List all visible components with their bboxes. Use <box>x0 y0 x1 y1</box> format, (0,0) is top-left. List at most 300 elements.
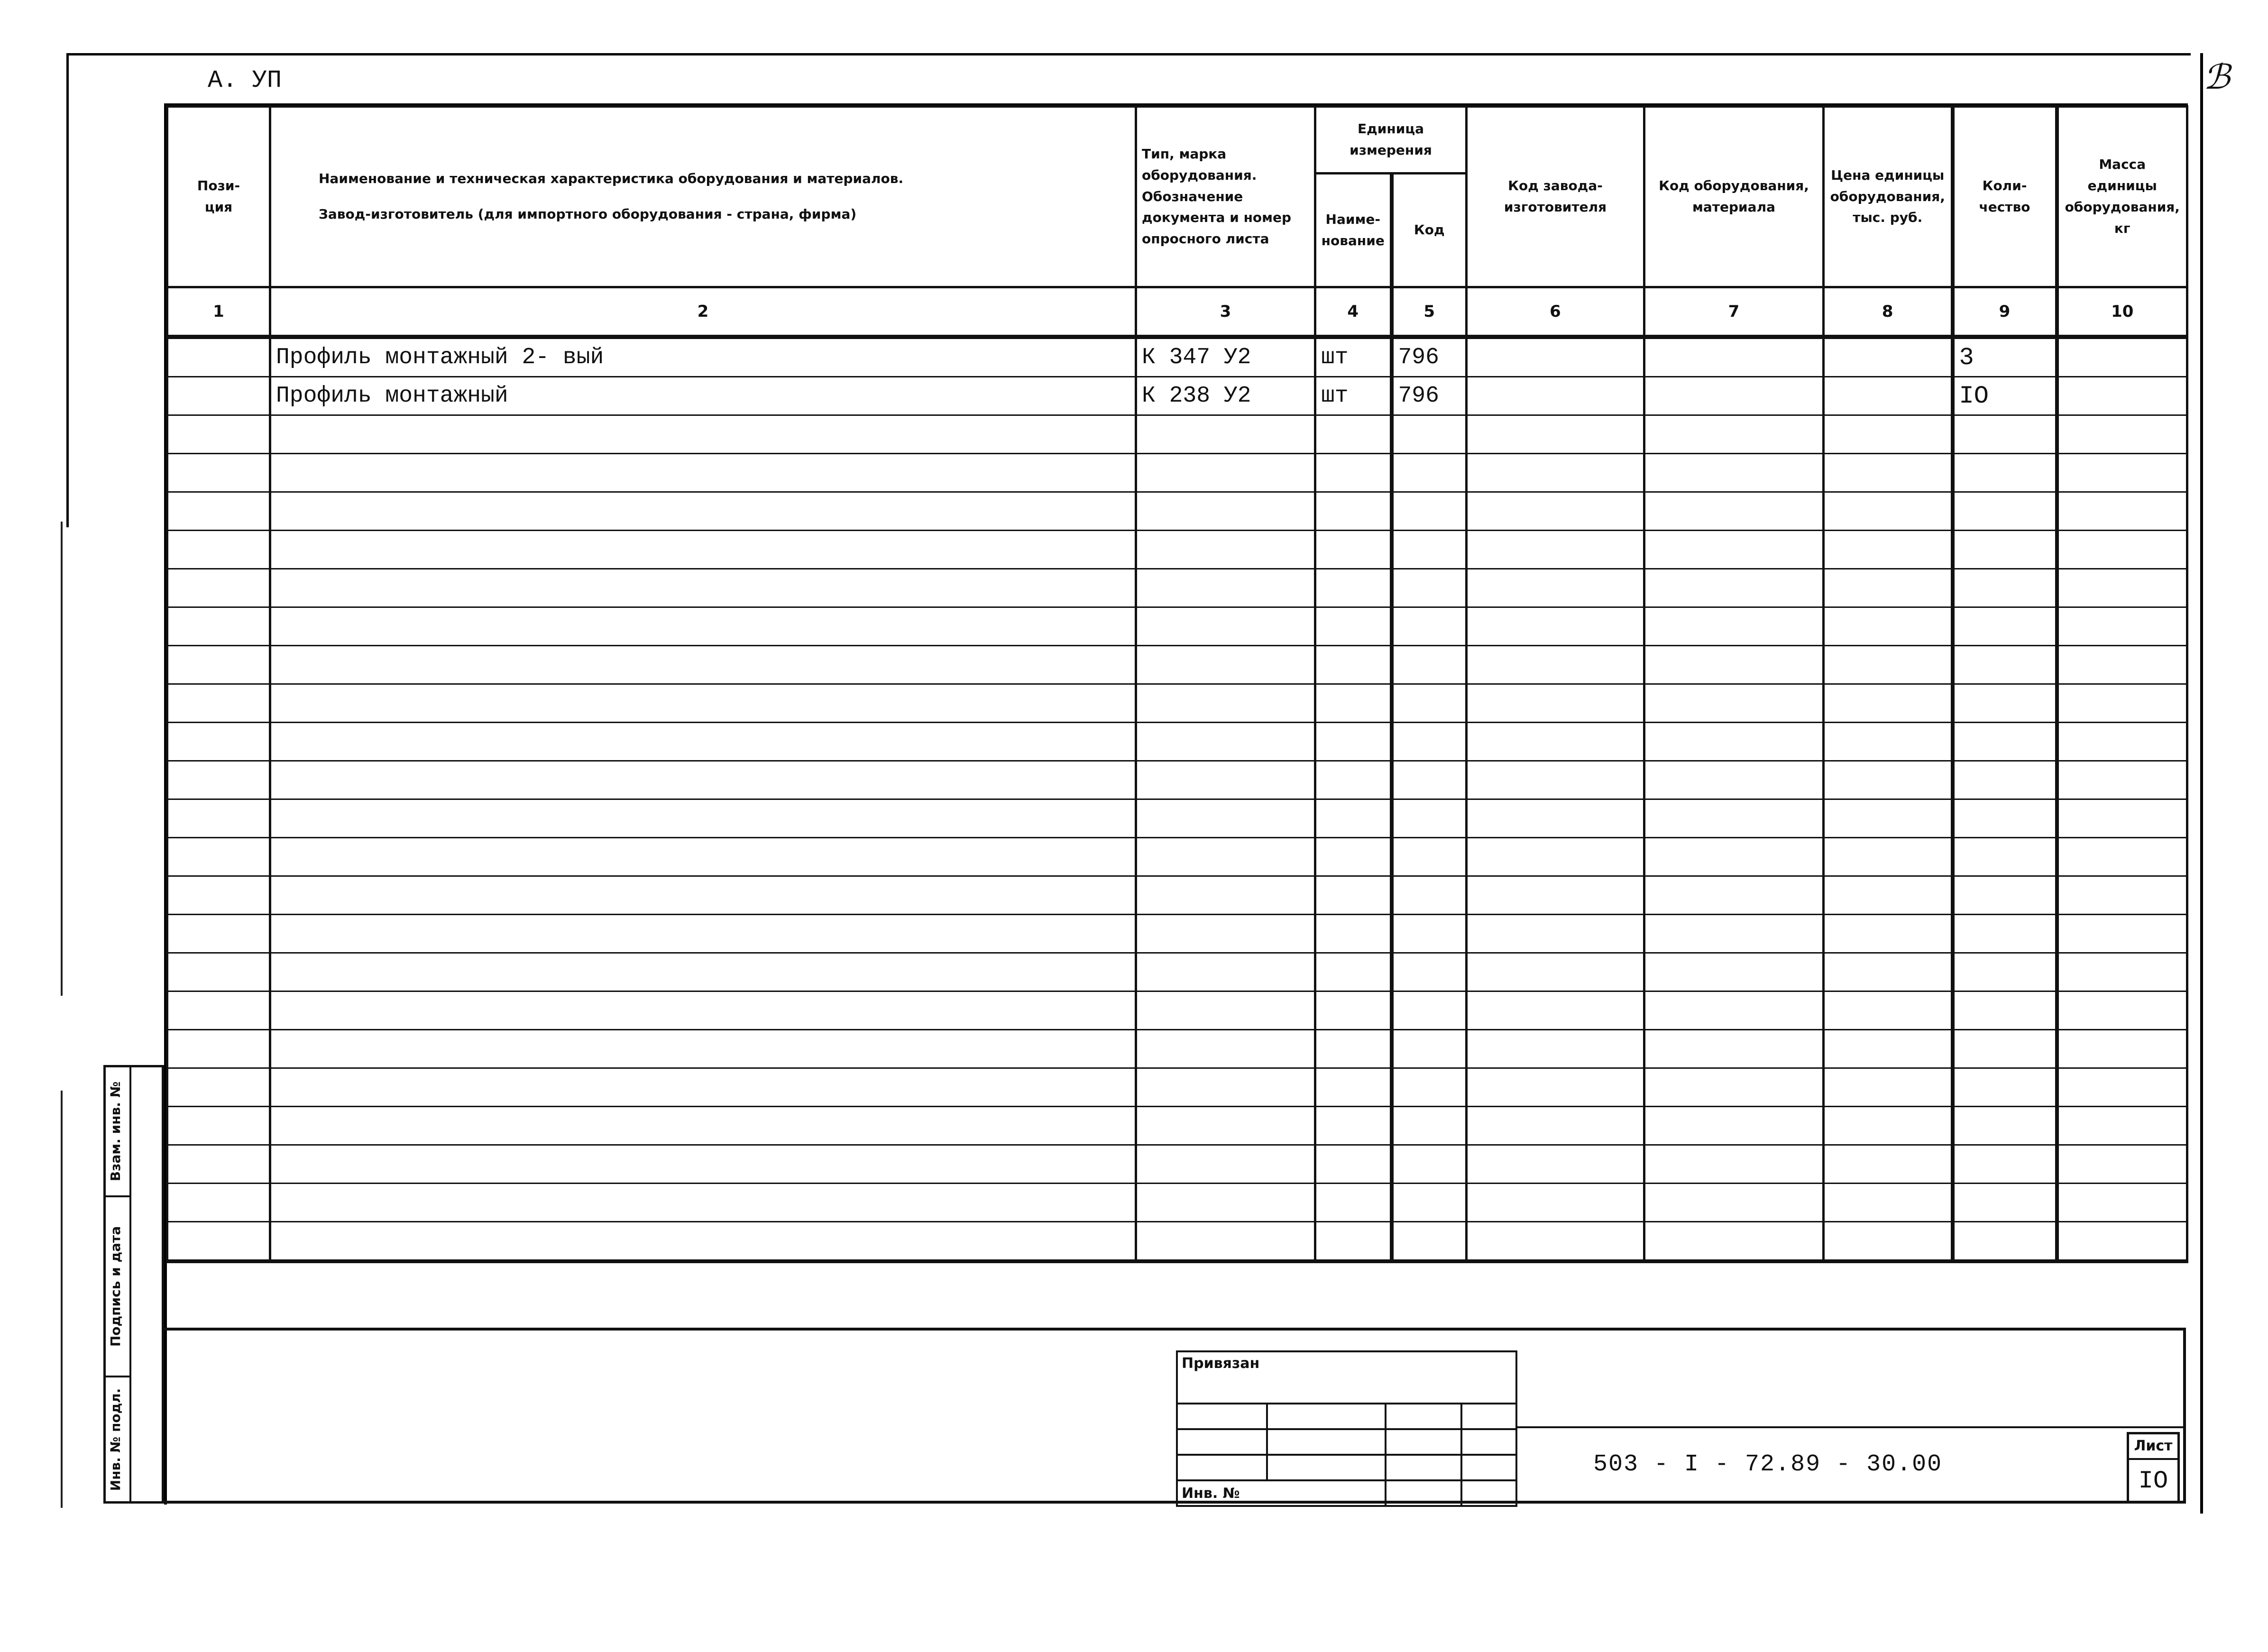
cell-mass <box>2057 953 2187 991</box>
cell-price <box>1824 492 1953 531</box>
cell-mass <box>2057 569 2187 607</box>
cell-price <box>1824 415 1953 454</box>
cell-type <box>1136 531 1315 569</box>
title-block-divider <box>1515 1426 2186 1428</box>
cell-pos <box>167 415 270 454</box>
cell-pos <box>167 684 270 723</box>
cell-mass <box>2057 1030 2187 1068</box>
table-row <box>167 607 2187 646</box>
cell-plant-code <box>1467 1222 1644 1262</box>
cell-qty <box>1953 646 2057 684</box>
header-row-1 <box>167 107 2187 174</box>
cell-name <box>270 531 1136 569</box>
col-number: 8 <box>1824 287 1953 337</box>
cell-qty <box>1953 1145 2057 1184</box>
cell-price <box>1824 876 1953 915</box>
cell-type <box>1136 607 1315 646</box>
cell-qty <box>1953 876 2057 915</box>
cell-mass <box>2057 531 2187 569</box>
cell-name <box>270 991 1136 1030</box>
frame-right-line <box>2200 53 2203 1514</box>
cell-equip-code <box>1644 799 1824 838</box>
cell-price <box>1824 991 1953 1030</box>
cell-type <box>1136 684 1315 723</box>
header-name-line2: Завод-изготовитель (для импортного оборудования - страна, фирма) <box>319 206 857 222</box>
sheet-label: Лист <box>2129 1434 2177 1460</box>
cell-unit <box>1315 838 1392 876</box>
cell-equip-code <box>1644 1145 1824 1184</box>
cell-name <box>270 723 1136 761</box>
col-number: 10 <box>2057 287 2187 337</box>
cell-plant-code <box>1467 991 1644 1030</box>
cell-price <box>1824 915 1953 953</box>
cell-qty <box>1953 1030 2057 1068</box>
cell-unit-code <box>1392 607 1467 646</box>
cell-pos <box>167 838 270 876</box>
cell-name <box>270 684 1136 723</box>
cell-unit-code <box>1392 1184 1467 1222</box>
cell-name <box>270 799 1136 838</box>
section-label: А. УП <box>208 66 282 94</box>
left-dash-line-lower <box>61 1091 63 1508</box>
cell-unit-code <box>1392 1222 1467 1262</box>
cell-unit-code <box>1392 569 1467 607</box>
cell-type <box>1136 1222 1315 1262</box>
specification-table <box>166 105 2188 1263</box>
cell-qty <box>1953 1184 2057 1222</box>
cell-plant-code <box>1467 415 1644 454</box>
cell-unit <box>1315 607 1392 646</box>
cell-price <box>1824 1030 1953 1068</box>
cell-type <box>1136 838 1315 876</box>
cell-mass <box>2057 646 2187 684</box>
cell-mass <box>2057 915 2187 953</box>
cell-name <box>270 838 1136 876</box>
cell-equip-code <box>1644 607 1824 646</box>
header-unit-name: Наиме-нование <box>1315 174 1392 287</box>
cell-mass <box>2057 377 2187 415</box>
cell-price <box>1824 1107 1953 1145</box>
cell-pos <box>167 953 270 991</box>
cell-equip-code <box>1644 915 1824 953</box>
cell-plant-code <box>1467 876 1644 915</box>
cell-name <box>270 1184 1136 1222</box>
cell-mass <box>2057 761 2187 799</box>
cell-price <box>1824 607 1953 646</box>
col-number: 3 <box>1136 287 1315 337</box>
cell-qty <box>1953 607 2057 646</box>
cell-price <box>1824 1145 1953 1184</box>
cell-unit-code <box>1392 761 1467 799</box>
side-cell-podpis <box>106 1197 129 1377</box>
cell-qty <box>1953 454 2057 492</box>
frame-left-line <box>66 53 69 527</box>
cell-type <box>1136 492 1315 531</box>
cell-pos <box>167 915 270 953</box>
column-number-row <box>167 287 2187 337</box>
cell-unit <box>1315 953 1392 991</box>
header-unit-code: Код <box>1392 174 1467 287</box>
cell-pos <box>167 454 270 492</box>
table-row <box>167 799 2187 838</box>
cell-unit <box>1315 991 1392 1030</box>
cell-pos <box>167 337 270 377</box>
cell-name <box>270 876 1136 915</box>
cell-unit <box>1315 415 1392 454</box>
cell-price <box>1824 761 1953 799</box>
cell-qty <box>1953 799 2057 838</box>
cell-qty <box>1953 953 2057 991</box>
cell-price <box>1824 1184 1953 1222</box>
side-label-podpis-data: Подпись и дата <box>108 1226 123 1347</box>
cell-pos <box>167 991 270 1030</box>
cell-pos <box>167 492 270 531</box>
cell-name: Профиль монтажный <box>270 377 1136 415</box>
frame-top-line <box>66 53 2191 55</box>
table-body <box>167 337 2187 1262</box>
cell-equip-code <box>1644 761 1824 799</box>
table-row <box>167 684 2187 723</box>
side-cell-inv-podl <box>106 1377 129 1502</box>
cell-pos <box>167 569 270 607</box>
cell-price <box>1824 454 1953 492</box>
cell-equip-code <box>1644 953 1824 991</box>
binding-cell <box>1461 1429 1516 1455</box>
table-row <box>167 569 2187 607</box>
cell-equip-code <box>1644 1107 1824 1145</box>
cell-equip-code <box>1644 337 1824 377</box>
cell-name <box>270 1145 1136 1184</box>
header-unit-group: Единица измерения <box>1315 107 1467 174</box>
binding-cell <box>1386 1429 1461 1455</box>
cell-mass <box>2057 1068 2187 1107</box>
cell-mass <box>2057 799 2187 838</box>
cell-name <box>270 646 1136 684</box>
cell-plant-code <box>1467 1107 1644 1145</box>
table-row <box>167 531 2187 569</box>
table-row <box>167 1107 2187 1145</box>
cell-mass <box>2057 415 2187 454</box>
col-number: 5 <box>1392 287 1467 337</box>
cell-plant-code <box>1467 646 1644 684</box>
cell-equip-code <box>1644 991 1824 1030</box>
cell-equip-code <box>1644 415 1824 454</box>
cell-pos <box>167 1222 270 1262</box>
cell-name <box>270 1030 1136 1068</box>
cell-plant-code <box>1467 607 1644 646</box>
cell-price <box>1824 684 1953 723</box>
side-label-inv-podl: Инв. № подл. <box>108 1388 123 1491</box>
col-number: 2 <box>270 287 1136 337</box>
cell-qty <box>1953 761 2057 799</box>
cell-plant-code <box>1467 953 1644 991</box>
cell-plant-code <box>1467 1145 1644 1184</box>
cell-unit-code <box>1392 991 1467 1030</box>
cell-unit-code <box>1392 454 1467 492</box>
binding-cell <box>1177 1404 1267 1429</box>
cell-unit-code <box>1392 838 1467 876</box>
binding-cell <box>1461 1404 1516 1429</box>
cell-name <box>270 454 1136 492</box>
table-row <box>167 377 2187 415</box>
cell-price <box>1824 531 1953 569</box>
cell-plant-code <box>1467 531 1644 569</box>
cell-unit-code <box>1392 1068 1467 1107</box>
cell-unit <box>1315 799 1392 838</box>
cell-plant-code <box>1467 723 1644 761</box>
cell-equip-code <box>1644 569 1824 607</box>
cell-unit <box>1315 684 1392 723</box>
cell-type <box>1136 723 1315 761</box>
corner-mark: ℬ <box>2203 57 2230 97</box>
table-row <box>167 415 2187 454</box>
cell-unit-code <box>1392 684 1467 723</box>
side-stamp-strip <box>103 1065 164 1504</box>
cell-pos <box>167 1068 270 1107</box>
cell-name: Профиль монтажный 2- вый <box>270 337 1136 377</box>
cell-equip-code <box>1644 723 1824 761</box>
cell-equip-code <box>1644 838 1824 876</box>
cell-equip-code <box>1644 646 1824 684</box>
cell-plant-code <box>1467 492 1644 531</box>
binding-cell <box>1461 1480 1516 1506</box>
cell-type <box>1136 799 1315 838</box>
cell-mass <box>2057 1145 2187 1184</box>
side-label-vzam-inv: Взам. инв. № <box>108 1081 123 1182</box>
binding-cell <box>1386 1480 1461 1506</box>
cell-unit-code: 796 <box>1392 337 1467 377</box>
col-number: 9 <box>1953 287 2057 337</box>
cell-name <box>270 761 1136 799</box>
cell-unit <box>1315 492 1392 531</box>
header-qty: Коли-чество <box>1953 107 2057 287</box>
header-plant-code: Код завода-изготовителя <box>1467 107 1644 287</box>
cell-type <box>1136 1068 1315 1107</box>
cell-equip-code <box>1644 454 1824 492</box>
cell-type <box>1136 1107 1315 1145</box>
cell-plant-code <box>1467 684 1644 723</box>
table-row <box>167 1030 2187 1068</box>
binding-cell <box>1461 1455 1516 1480</box>
cell-equip-code <box>1644 1068 1824 1107</box>
cell-unit-code <box>1392 915 1467 953</box>
cell-type <box>1136 761 1315 799</box>
side-strip-divider <box>129 1067 131 1501</box>
cell-qty <box>1953 569 2057 607</box>
cell-unit-code <box>1392 646 1467 684</box>
table-row <box>167 1222 2187 1262</box>
table-row <box>167 761 2187 799</box>
cell-type <box>1136 1184 1315 1222</box>
cell-unit: шт <box>1315 337 1392 377</box>
cell-mass <box>2057 876 2187 915</box>
left-dash-line <box>61 522 63 996</box>
cell-unit <box>1315 1184 1392 1222</box>
cell-name <box>270 1068 1136 1107</box>
cell-qty <box>1953 991 2057 1030</box>
header-mass: Масса единицы оборудования, кг <box>2057 107 2187 287</box>
cell-pos <box>167 799 270 838</box>
cell-type <box>1136 646 1315 684</box>
cell-qty <box>1953 1222 2057 1262</box>
col-number: 4 <box>1315 287 1392 337</box>
binding-cell <box>1177 1455 1267 1480</box>
cell-mass <box>2057 723 2187 761</box>
col-number: 1 <box>167 287 270 337</box>
cell-equip-code <box>1644 876 1824 915</box>
table-row <box>167 991 2187 1030</box>
cell-unit <box>1315 915 1392 953</box>
table-row <box>167 1184 2187 1222</box>
cell-unit-code <box>1392 723 1467 761</box>
sheet-number: IO <box>2138 1467 2168 1495</box>
cell-mass <box>2057 454 2187 492</box>
cell-plant-code <box>1467 454 1644 492</box>
cell-mass <box>2057 1222 2187 1262</box>
cell-type: К 347 У2 <box>1136 337 1315 377</box>
cell-price <box>1824 646 1953 684</box>
cell-name <box>270 415 1136 454</box>
cell-unit-code <box>1392 1145 1467 1184</box>
cell-plant-code <box>1467 838 1644 876</box>
cell-mass <box>2057 492 2187 531</box>
cell-plant-code <box>1467 337 1644 377</box>
header-type: Тип, марка оборудования. Обозначение документа и номер опросного листа <box>1136 107 1315 287</box>
document-code: 503 - I - 72.89 - 30.00 <box>1593 1451 1943 1478</box>
cell-equip-code <box>1644 1184 1824 1222</box>
cell-unit-code <box>1392 415 1467 454</box>
cell-unit-code <box>1392 799 1467 838</box>
cell-pos <box>167 723 270 761</box>
table-row <box>167 838 2187 876</box>
cell-price <box>1824 1068 1953 1107</box>
cell-pos <box>167 607 270 646</box>
header-equip-code: Код оборудования, материала <box>1644 107 1824 287</box>
cell-pos <box>167 1030 270 1068</box>
table-row <box>167 492 2187 531</box>
table-row <box>167 646 2187 684</box>
cell-price <box>1824 377 1953 415</box>
cell-equip-code <box>1644 1030 1824 1068</box>
table-row <box>167 723 2187 761</box>
cell-qty: 3 <box>1953 337 2057 377</box>
cell-qty: IO <box>1953 377 2057 415</box>
cell-type <box>1136 454 1315 492</box>
cell-name <box>270 915 1136 953</box>
header-name-line1: Наименование и техническая характеристика оборудования и материалов. <box>319 171 904 187</box>
table-row <box>167 915 2187 953</box>
cell-equip-code <box>1644 1222 1824 1262</box>
binding-label: Привязан <box>1177 1351 1516 1404</box>
cell-mass <box>2057 337 2187 377</box>
cell-pos <box>167 531 270 569</box>
binding-cell <box>1386 1455 1461 1480</box>
table-row <box>167 953 2187 991</box>
cell-pos <box>167 876 270 915</box>
binding-inv-label: Инв. № <box>1177 1480 1386 1506</box>
cell-type <box>1136 915 1315 953</box>
cell-unit <box>1315 531 1392 569</box>
cell-price <box>1824 838 1953 876</box>
cell-unit <box>1315 569 1392 607</box>
cell-name <box>270 569 1136 607</box>
table-row <box>167 337 2187 377</box>
cell-name <box>270 1107 1136 1145</box>
cell-plant-code <box>1467 1068 1644 1107</box>
cell-type: К 238 У2 <box>1136 377 1315 415</box>
cell-pos <box>167 1184 270 1222</box>
col-number: 6 <box>1467 287 1644 337</box>
cell-qty <box>1953 1107 2057 1145</box>
cell-plant-code <box>1467 1184 1644 1222</box>
cell-plant-code <box>1467 761 1644 799</box>
sheet-box <box>2127 1432 2180 1503</box>
binding-block <box>1176 1350 1517 1507</box>
cell-price <box>1824 723 1953 761</box>
header-position: Пози- ция <box>167 107 270 287</box>
cell-unit-code <box>1392 1030 1467 1068</box>
cell-qty <box>1953 531 2057 569</box>
cell-unit <box>1315 1030 1392 1068</box>
col-number: 7 <box>1644 287 1824 337</box>
cell-mass <box>2057 1107 2187 1145</box>
cell-unit-code <box>1392 1107 1467 1145</box>
cell-qty <box>1953 415 2057 454</box>
cell-plant-code <box>1467 915 1644 953</box>
cell-unit-code <box>1392 953 1467 991</box>
binding-cell <box>1386 1404 1461 1429</box>
cell-equip-code <box>1644 377 1824 415</box>
cell-unit-code <box>1392 876 1467 915</box>
cell-type <box>1136 415 1315 454</box>
cell-price <box>1824 569 1953 607</box>
cell-type <box>1136 991 1315 1030</box>
cell-unit-code: 796 <box>1392 377 1467 415</box>
cell-mass <box>2057 838 2187 876</box>
cell-pos <box>167 761 270 799</box>
table-row <box>167 876 2187 915</box>
table-row <box>167 1145 2187 1184</box>
cell-mass <box>2057 1184 2187 1222</box>
binding-cell <box>1267 1429 1386 1455</box>
binding-cell <box>1177 1429 1267 1455</box>
cell-equip-code <box>1644 492 1824 531</box>
cell-qty <box>1953 1068 2057 1107</box>
cell-unit-code <box>1392 531 1467 569</box>
cell-unit <box>1315 723 1392 761</box>
cell-unit-code <box>1392 492 1467 531</box>
cell-name <box>270 1222 1136 1262</box>
cell-mass <box>2057 607 2187 646</box>
cell-type <box>1136 953 1315 991</box>
cell-unit <box>1315 454 1392 492</box>
cell-mass <box>2057 991 2187 1030</box>
cell-unit <box>1315 1107 1392 1145</box>
cell-type <box>1136 569 1315 607</box>
cell-type <box>1136 876 1315 915</box>
binding-cell <box>1267 1455 1386 1480</box>
cell-name <box>270 953 1136 991</box>
table-row <box>167 1068 2187 1107</box>
cell-qty <box>1953 684 2057 723</box>
cell-equip-code <box>1644 531 1824 569</box>
cell-name <box>270 607 1136 646</box>
cell-name <box>270 492 1136 531</box>
cell-price <box>1824 799 1953 838</box>
cell-price <box>1824 1222 1953 1262</box>
cell-pos <box>167 1145 270 1184</box>
side-cell-vzam <box>106 1067 129 1197</box>
